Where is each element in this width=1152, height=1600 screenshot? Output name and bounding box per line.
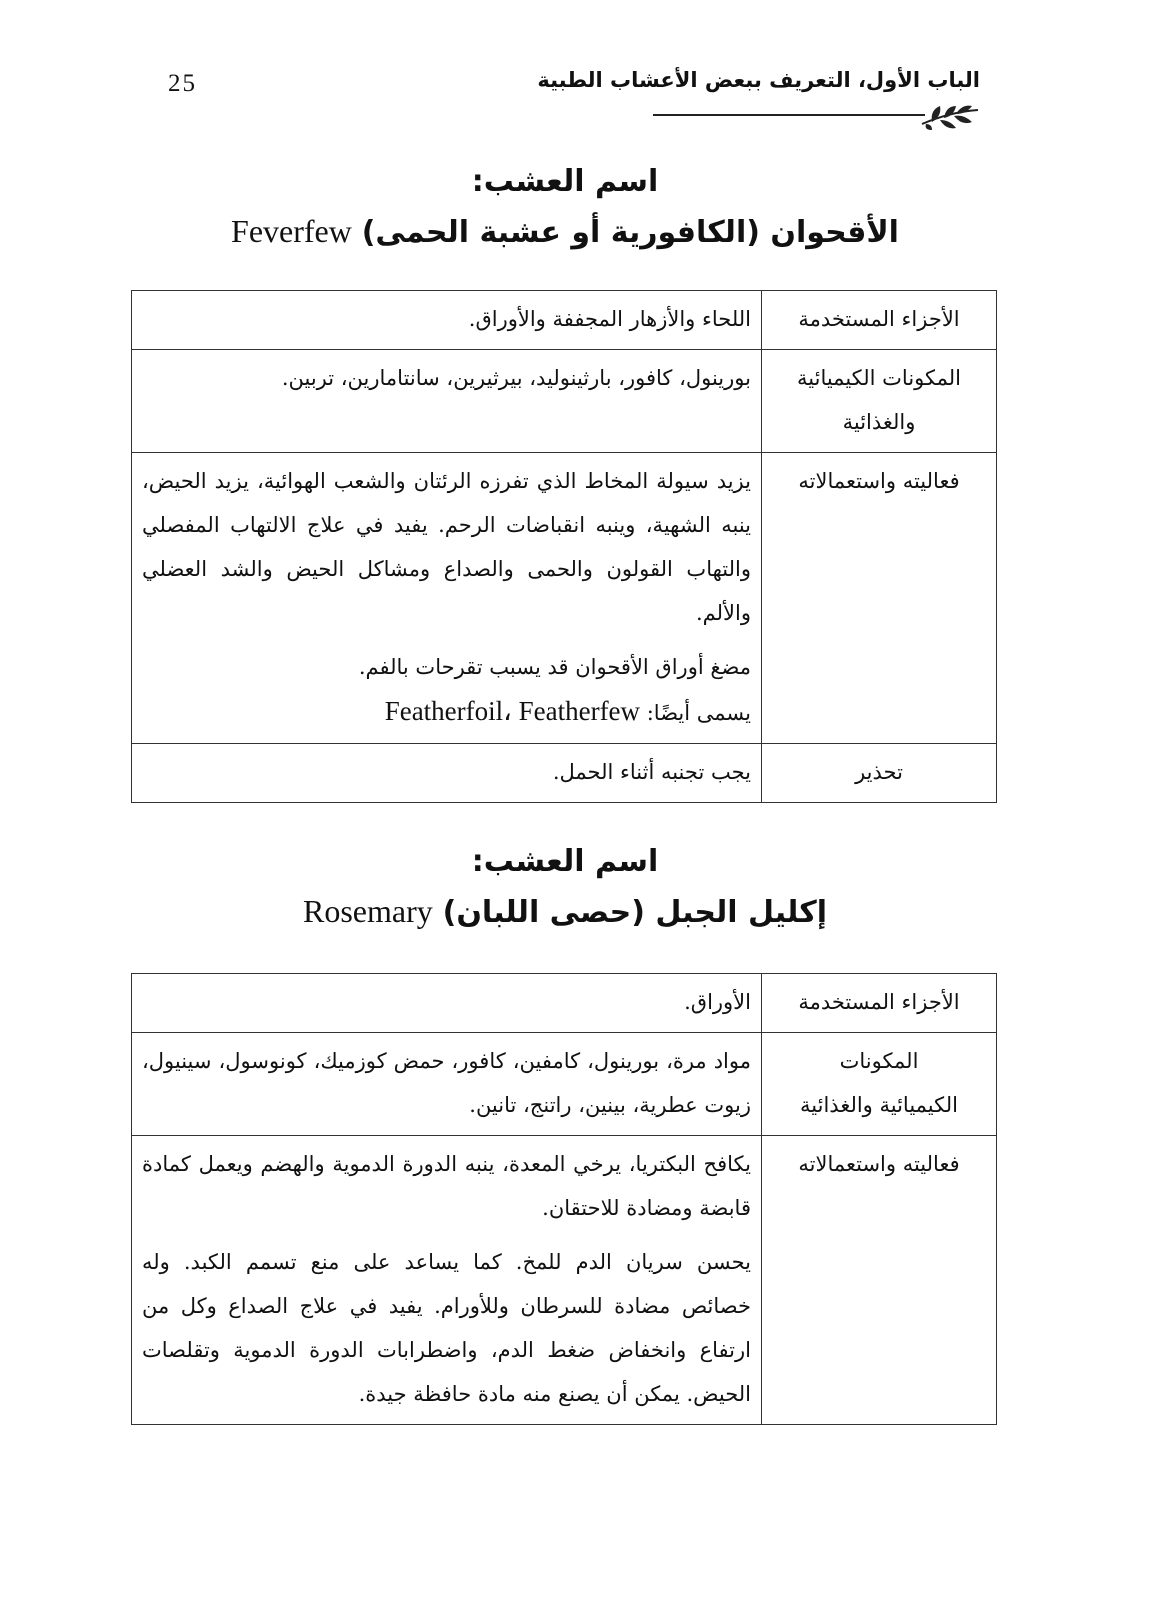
parts-value: اللحاء والأزهار المجففة والأوراق. xyxy=(132,291,762,350)
also-called-label: يسمى أيضًا: xyxy=(646,701,751,725)
constituents-label-line: المكونات xyxy=(839,1049,919,1073)
constituents-label-line: الكيميائية والغذائية xyxy=(800,1093,958,1117)
constituents-value: مواد مرة، بورينول، كامفين، كافور، حمض كوزميك، كونوسول، سينيول، زيوت عطرية، بينين، راتنج، تانين. xyxy=(132,1033,762,1136)
constituents-label xyxy=(762,1033,997,1136)
warning-label: تحذير xyxy=(762,744,997,803)
herb-heading-rosemary xyxy=(130,840,1000,940)
herb-table-feverfew xyxy=(131,290,997,803)
effects-value xyxy=(132,453,762,744)
constituents-value: بورينول، كافور، بارثينوليد، بيرثيرين، سانتامارين، تربين. xyxy=(132,350,762,453)
effects-label: فعاليته واستعمالاته xyxy=(762,1136,997,1425)
herb-name xyxy=(130,884,1000,940)
table-row xyxy=(132,453,997,744)
herb-name-latin: Feverfew xyxy=(231,213,352,249)
table-row xyxy=(132,974,997,1033)
herb-name-arabic: الأقحوان (الكافورية أو عشبة الحمى) xyxy=(361,215,899,250)
parts-value: الأوراق. xyxy=(132,974,762,1033)
constituents-label-line: المكونات الكيميائية xyxy=(797,366,961,390)
constituents-label-line: والغذائية xyxy=(842,410,916,434)
herb-name xyxy=(130,204,1000,260)
parts-label: الأجزاء المستخدمة xyxy=(762,974,997,1033)
effects-paragraph: مضغ أوراق الأقحوان قد يسبب تقرحات بالفم. xyxy=(358,655,751,679)
page-header xyxy=(130,62,1000,132)
table-row xyxy=(132,744,997,803)
effects-label: فعاليته واستعمالاته xyxy=(762,453,997,744)
herb-name-arabic: إكليل الجبل (حصى اللبان) xyxy=(442,895,827,930)
table-row xyxy=(132,291,997,350)
herb-label: اسم العشب: xyxy=(471,164,659,199)
effects-value xyxy=(132,1136,762,1425)
herb-table-rosemary xyxy=(131,973,997,1425)
herb-heading-feverfew xyxy=(130,160,1000,260)
also-called xyxy=(142,689,751,735)
table-row xyxy=(132,1033,997,1136)
page-number: 25 xyxy=(168,70,197,97)
parts-label: الأجزاء المستخدمة xyxy=(762,291,997,350)
herb-name-latin: Rosemary xyxy=(303,893,433,929)
table-row xyxy=(132,350,997,453)
effects-paragraph: يزيد سيولة المخاط الذي تفرزه الرئتان والشعب الهوائية، يزيد الحيض، ينبه الشهية، وينبه انقباضات الرحم. يفيد في علاج الالتهاب المفصلي والتهاب القولون والحمى والصداع ومشاكل الحيض والشد العضلي والألم. xyxy=(142,469,751,625)
effects-paragraph: يحسن سريان الدم للمخ. كما يساعد على منع تسمم الكبد. وله خصائص مضادة للسرطان وللأورام. يفيد في علاج الصداع وكل من ارتفاع وانخفاض ضغط الدم، واضطرابات الدورة الدموية وتقلصات الحيض. يمكن أن يصنع منه مادة حافظة جيدة. xyxy=(142,1250,751,1406)
constituents-label xyxy=(762,350,997,453)
herb-label: اسم العشب: xyxy=(471,844,659,879)
leaf-ornament-icon xyxy=(920,102,980,132)
also-called-names: Featherfoil، Featherfew xyxy=(384,696,641,726)
table-row xyxy=(132,1136,997,1425)
effects-paragraph: يكافح البكتريا، يرخي المعدة، ينبه الدورة الدموية والهضم ويعمل كمادة قابضة ومضادة للاحتقان. xyxy=(142,1152,751,1220)
header-rule xyxy=(653,114,925,116)
warning-value: يجب تجنبه أثناء الحمل. xyxy=(132,744,762,803)
running-title: الباب الأول، التعريف ببعض الأعشاب الطبية xyxy=(537,68,980,92)
